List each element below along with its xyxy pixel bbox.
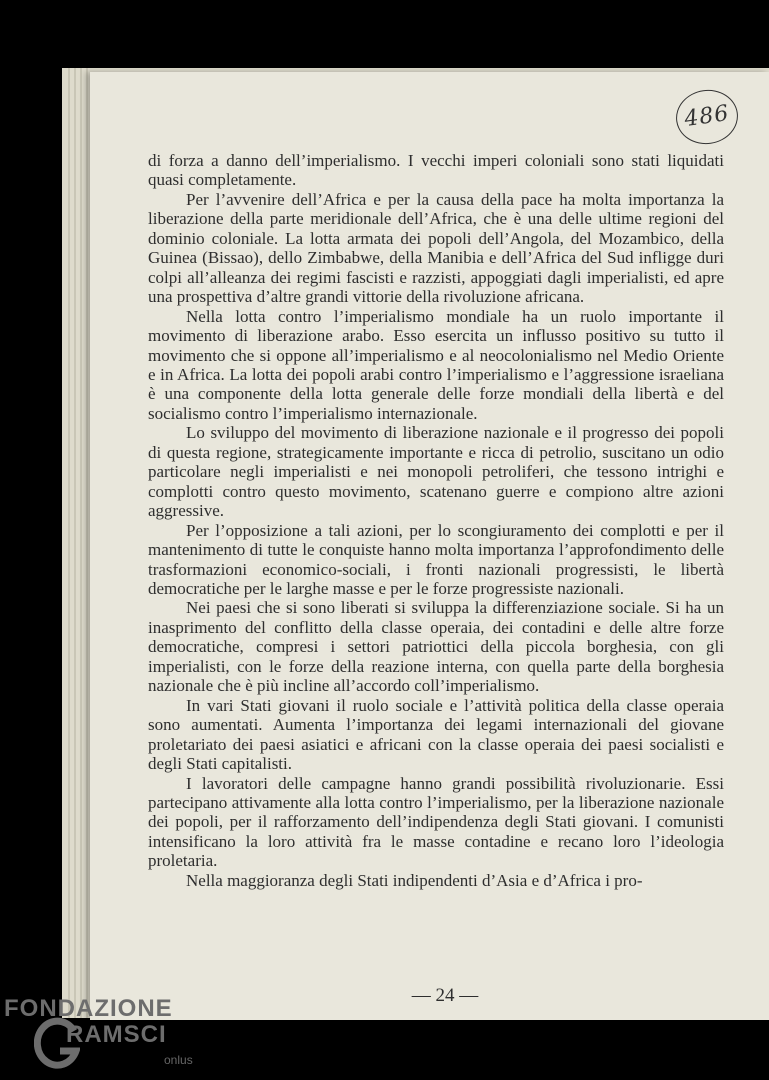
page-edge	[80, 68, 82, 1018]
watermark-line2: RAMSCI	[66, 1021, 167, 1048]
paragraph: Nella maggioranza degli Stati indipendenti d’Asia e d’Africa i pro-	[186, 870, 643, 890]
watermark-line1: FONDAZIONE	[4, 995, 173, 1022]
body-text	[148, 151, 724, 890]
paragraph: Nella lotta contro l’imperialismo mondiale ha un ruolo importante il movimento di liberazione arabo. Esso esercita un influsso positivo su tutto il movimento che si oppone all’imperialismo e al neocolonialismo nel Medio Oriente e in Africa. La lotta dei popoli arabi contro l’imperialismo e l’aggressione israeliana è una componente della lotta generale delle forze mondiali della libertà e del socialismo contro l’imperialismo internazionale.	[148, 306, 724, 423]
watermark-logo	[4, 995, 204, 1080]
paragraph: Per l’avvenire dell’Africa e per la causa della pace ha molta importanza la liberazione della parte meridionale dell’Africa, che è una delle ultime regioni del dominio coloniale. La lotta armata dei popoli dell’Angola, del Mozambico, della Guinea (Bissao), dello Zimbabwe, della Manibia e dell’Africa del Sud infligge duri colpi all’alleanza dei regimi fascisti e razzisti, appoggiati dagli imperialisti, ed apre una prospettiva d’altre grandi vittorie della rivoluzione africana.	[148, 189, 724, 307]
paragraph: In vari Stati giovani il ruolo sociale e l’attività politica della classe operaia sono aumentati. Aumenta l’importanza dei legami internazionali del giovane proletariato dei paesi asiatici e africani con la classe operaia dei paesi socialisti e degli Stati capitalisti.	[148, 695, 724, 774]
watermark-suffix: onlus	[164, 1053, 193, 1067]
paragraph: Per l’opposizione a tali azioni, per lo scongiuramento dei complotti e per il mantenimento di tutte le conquiste hanno molta importanza l’approfondimento delle trasformazioni economico-sociali, i fronti nazionali progressisti, le libertà democratiche per le larghe masse e per le forze progressiste nazionali.	[148, 520, 724, 598]
paragraph: Nei paesi che si sono liberati si sviluppa la differenziazione sociale. Si ha un inasprimento del conflitto della classe operaia, dei contadini e delle altre forze democratiche, compresi i settori patriottici della piccola borghesia, con gli imperialisti, con le forze della reazione interna, con quella parte della borghesia nazionale che è più incline all’accordo coll’imperialismo.	[148, 598, 724, 696]
page-edge	[74, 68, 76, 1018]
archive-page-stamp: 486	[673, 86, 742, 148]
paragraph: I lavoratori delle campagne hanno grandi possibilità rivoluzionarie. Essi partecipano attivamente alla lotta contro l’imperialismo, per la liberazione nazionale dei popoli, per il rafforzamento dell’indipendenza degli Stati giovani. I comunisti intensificano la loro attività fra le masse contadine e recano loro l’ideologia proletaria.	[148, 773, 724, 871]
page-edge	[68, 68, 70, 1018]
page-edge	[86, 68, 88, 1018]
paragraph: Lo sviluppo del movimento di liberazione nazionale e il progresso dei popoli di questa regione, strategicamente importante e ricca di petrolio, suscitano un odio particolare negli imperialisti e nei monopoli petroliferi, che tessono intrighi e complotti contro questo movimento, scatenano guerre e compiono altre azioni aggressive.	[148, 423, 724, 521]
paragraph: di forza a danno dell’imperialismo. I vecchi imperi coloniali sono stati liquidati quasi completamente.	[148, 151, 724, 190]
page-folio: — 24 —	[411, 985, 479, 1006]
